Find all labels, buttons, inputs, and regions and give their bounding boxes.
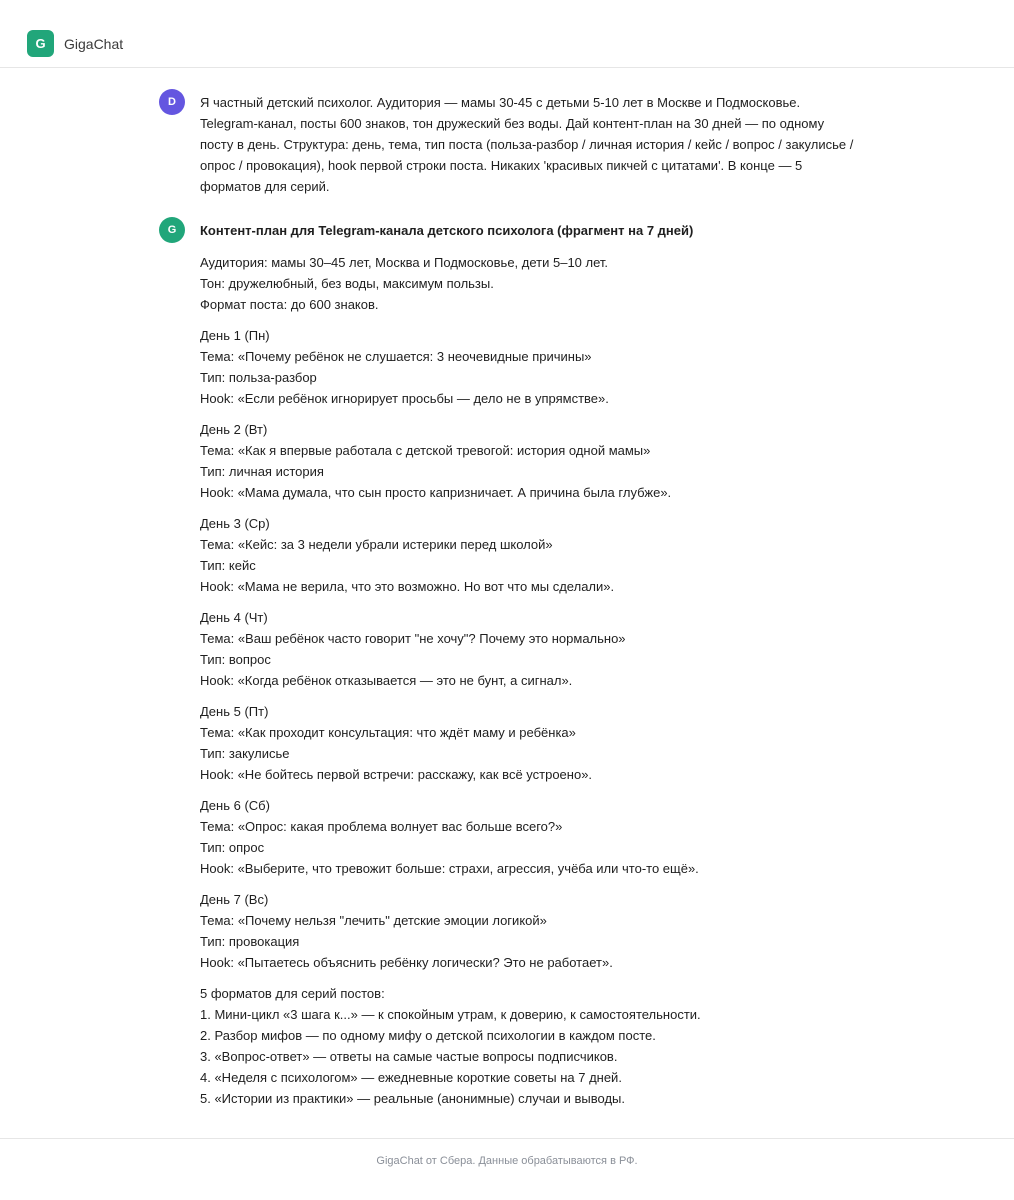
intro-line: Аудитория: мамы 30–45 лет, Москва и Подмосковье, дети 5–10 лет. <box>200 255 609 270</box>
day-label: День 2 (Вт) <box>200 422 268 437</box>
day-label: День 5 (Пт) <box>200 704 269 719</box>
day-block <box>200 325 860 409</box>
day-hook: Hook: «Не бойтесь первой встречи: расскажу, как всё устроено». <box>200 767 593 782</box>
day-label: День 1 (Пн) <box>200 328 270 343</box>
day-block <box>200 419 860 503</box>
format-item: 1. Мини-цикл «3 шага к...» — к спокойным утрам, к доверию, к самостоятельности. <box>200 1007 701 1022</box>
formats-title: 5 форматов для серий постов: <box>200 986 385 1001</box>
day-hook: Hook: «Когда ребёнок отказывается — это не бунт, а сигнал». <box>200 673 573 688</box>
app-title: GigaChat <box>64 36 124 52</box>
day-type: Тип: опрос <box>200 840 265 855</box>
assistant-message <box>200 220 860 1119</box>
format-item: 5. «Истории из практики» — реальные (анонимные) случаи и выводы. <box>200 1091 626 1106</box>
user-avatar: D <box>159 89 185 115</box>
day-topic: Тема: «Как проходит консультация: что ждёт маму и ребёнка» <box>200 725 576 740</box>
day-topic: Тема: «Ваш ребёнок часто говорит "не хочу"? Почему это нормально» <box>200 631 626 646</box>
day-block <box>200 513 860 597</box>
day-block <box>200 607 860 691</box>
user-message: Я частный детский психолог. Аудитория — мамы 30-45 с детьми 5-10 лет в Москве и Подмосковье. Telegram-канал, посты 600 знаков, тон дружеский без воды. Дай контент-план на 30 дней — по одному посту в день. Структура: день, тема, тип поста (польза-разбор / личная история / кейс / вопрос / закулисье / опрос / провокация), hook первой строки поста. Никаких 'красивых пикчей с цитатами'. В конце — 5 форматов для серий. <box>200 95 854 194</box>
day-type: Тип: вопрос <box>200 652 271 667</box>
day-type: Тип: личная история <box>200 464 324 479</box>
day-hook: Hook: «Выберите, что тревожит больше: страхи, агрессия, учёба или что-то ещё». <box>200 861 699 876</box>
gigachat-logo: G <box>27 30 54 57</box>
day-topic: Тема: «Кейс: за 3 недели убрали истерики перед школой» <box>200 537 553 552</box>
day-topic: Тема: «Почему ребёнок не слушается: 3 неочевидные причины» <box>200 349 592 364</box>
format-item: 4. «Неделя с психологом» — ежедневные короткие советы на 7 дней. <box>200 1070 622 1085</box>
day-hook: Hook: «Мама не верила, что это возможно. Но вот что мы сделали». <box>200 579 615 594</box>
day-topic: Тема: «Почему нельзя "лечить" детские эмоции логикой» <box>200 913 547 928</box>
day-label: День 3 (Ср) <box>200 516 270 531</box>
day-label: День 7 (Вс) <box>200 892 269 907</box>
day-type: Тип: кейс <box>200 558 256 573</box>
day-type: Тип: закулисье <box>200 746 290 761</box>
app-header <box>0 0 1014 68</box>
format-item: 2. Разбор мифов — по одному мифу о детской психологии в каждом посте. <box>200 1028 656 1043</box>
day-block <box>200 795 860 879</box>
day-label: День 6 (Сб) <box>200 798 270 813</box>
day-topic: Тема: «Как я впервые работала с детской тревогой: история одной мамы» <box>200 443 651 458</box>
day-type: Тип: провокация <box>200 934 300 949</box>
footer-disclaimer: GigaChat от Сбера. Данные обрабатываются в РФ. <box>376 1155 638 1167</box>
intro-line: Тон: дружелюбный, без воды, максимум пользы. <box>200 276 494 291</box>
format-item: 3. «Вопрос-ответ» — ответы на самые частые вопросы подписчиков. <box>200 1049 618 1064</box>
day-hook: Hook: «Если ребёнок игнорирует просьбы — дело не в упрямстве». <box>200 391 609 406</box>
day-label: День 4 (Чт) <box>200 610 268 625</box>
series-formats <box>200 983 860 1109</box>
day-hook: Hook: «Пытаетесь объяснить ребёнку логически? Это не работает». <box>200 955 613 970</box>
page-footer <box>0 1138 1014 1200</box>
day-hook: Hook: «Мама думала, что сын просто капризничает. А причина была глубже». <box>200 485 672 500</box>
answer-intro <box>200 252 860 315</box>
day-topic: Тема: «Опрос: какая проблема волнует вас больше всего?» <box>200 819 563 834</box>
answer-title: Контент-план для Telegram-канала детского психолога (фрагмент на 7 дней) <box>200 223 694 238</box>
day-block <box>200 701 860 785</box>
day-block <box>200 889 860 973</box>
intro-line: Формат поста: до 600 знаков. <box>200 297 379 312</box>
assistant-avatar: G <box>159 217 185 243</box>
day-type: Тип: польза-разбор <box>200 370 317 385</box>
